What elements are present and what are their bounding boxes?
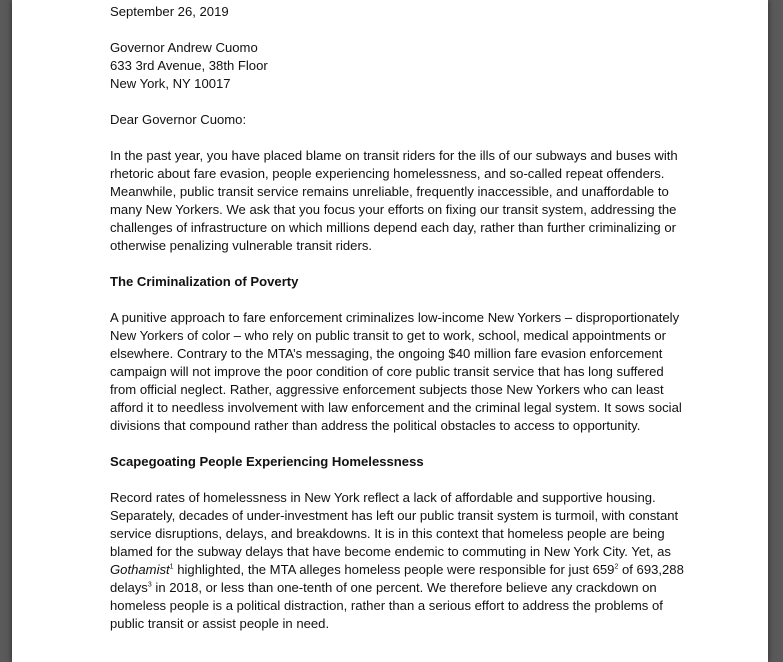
footnote-ref-1: 1 <box>169 563 174 571</box>
intro-paragraph: In the past year, you have placed blame on transit riders for the ills of our subways and buses with rhetoric about fare evasion, people experiencing homelessness, and so-called repeat offenders. Meanwhile, public transit service remains unreliable, frequently inaccessible, and unaffordable to many New Yorkers. We ask that you focus your efforts on fixing our transit system, addressing the challenges of infrastructure on which millions depend each day, rather than further criminalizing or otherwise penalizing vulnerable transit riders. <box>110 148 678 253</box>
salutation: Dear Governor Cuomo: <box>110 112 247 127</box>
recipient-street: 633 3rd Avenue, 38th Floor <box>110 58 268 73</box>
recipient-address <box>110 39 690 93</box>
letter-date: September 26, 2019 <box>110 4 229 19</box>
letter-body <box>110 3 690 651</box>
criminalization-paragraph: A punitive approach to fare enforcement criminalizes low-income New Yorkers – disproportionately New Yorkers of color – who rely on public transit to get to work, school, medical appointments or elsewhere. Contrary to the MTA’s messaging, the ongoing $40 million fare evasion enforcement campaign will not improve the poor condition of core public transit service that has long suffered from official neglect. Rather, aggressive enforcement subjects those New Yorkers who can least afford it to needless involvement with law enforcement and the criminal legal system. It sows social divisions that compound rather than address the political obstacles to access to opportunity. <box>110 310 682 433</box>
section-heading-homelessness: Scapegoating People Experiencing Homelessness <box>110 454 424 469</box>
homelessness-text-2: highlighted, the MTA alleges homeless people were responsible for just <box>173 562 593 577</box>
recipient-city: New York, NY 10017 <box>110 76 231 91</box>
homelessness-text-3: of 693,288 delays <box>110 562 684 595</box>
footnote-ref-2: 2 <box>614 563 619 571</box>
homelessness-text-4: in 2018, or less than one-tenth of one percent. We therefore believe any crackdown on homeless people is a political distraction, rather than a serious effort to address the problems of public transit or assist people in need. <box>110 580 663 631</box>
homelessness-text-1: Record rates of homelessness in New York reflect a lack of affordable and supportive housing. Separately, decades of under-investment has left our public transit system is turmoil, with constant service disruptions, delays, and breakdowns. It is in this context that homeless people are being blamed for the subway delays that have become endemic to commuting in New York City. Yet, as <box>110 490 679 559</box>
section-heading-criminalization: The Criminalization of Poverty <box>110 274 299 289</box>
homelessness-paragraph <box>110 489 690 633</box>
gothamist-source: Gothamist <box>110 562 170 577</box>
recipient-name: Governor Andrew Cuomo <box>110 40 258 55</box>
footnote-ref-3: 3 <box>147 581 152 589</box>
delay-count: 659 <box>592 562 615 577</box>
document-page <box>12 0 768 662</box>
